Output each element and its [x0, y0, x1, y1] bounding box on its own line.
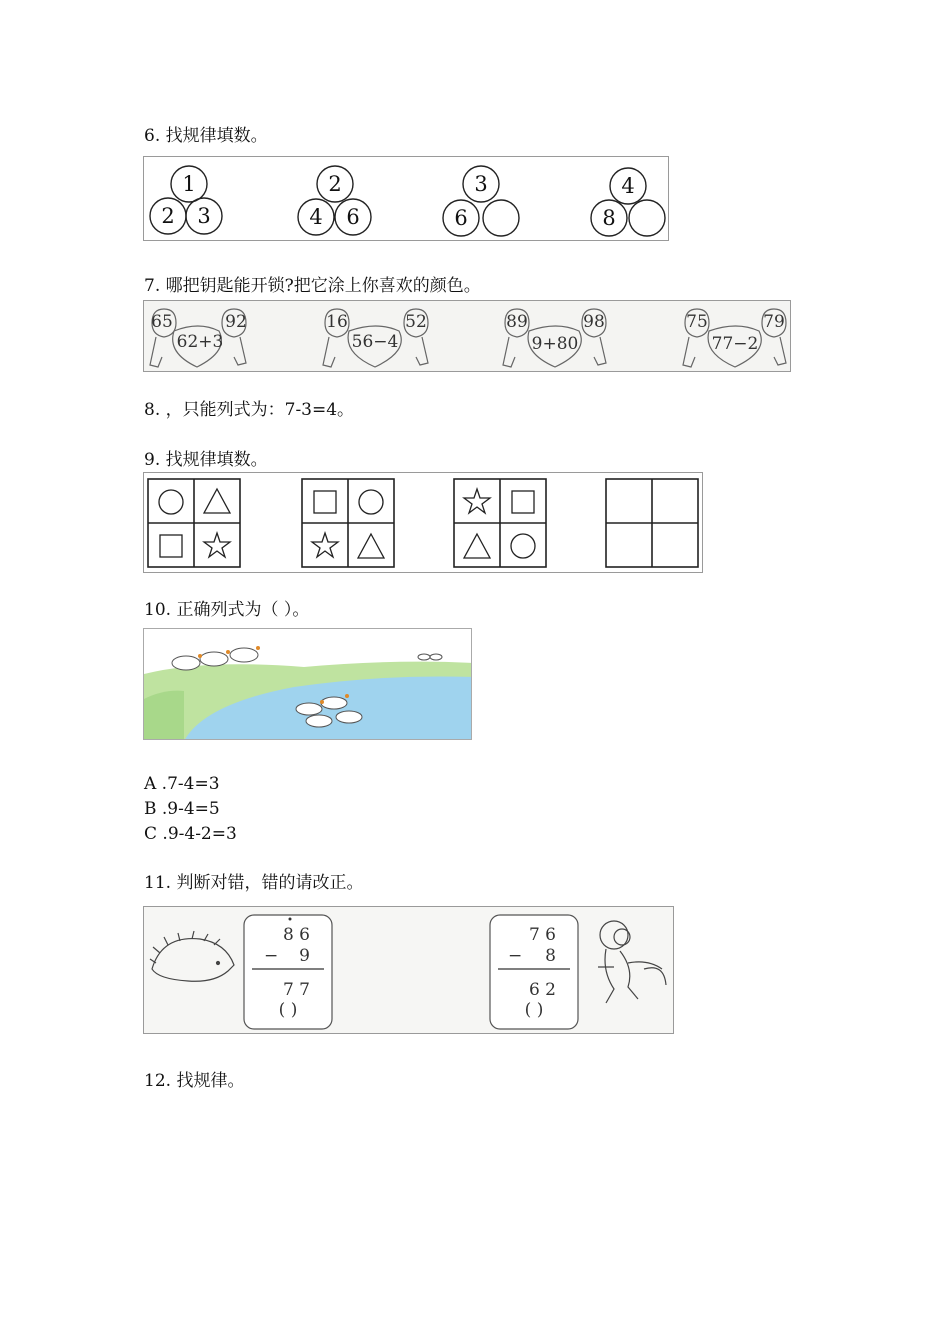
q7-text: 7. 哪把钥匙能开锁?把它涂上你喜欢的颜色。 — [144, 276, 481, 296]
q11-p1-top: 8 6 — [282, 925, 310, 945]
q9-g1-triangle — [204, 489, 230, 513]
q12-text: 12. 找规律。 — [144, 1071, 245, 1091]
q9-g2-star — [312, 533, 338, 557]
q10-pond-illustration — [143, 628, 472, 740]
q10-option-c: C .9-4-2=3 — [144, 824, 237, 844]
q6-g3-top: 3 — [474, 172, 488, 196]
q6-circle-groups — [144, 157, 669, 241]
q6-g3-left: 6 — [454, 206, 468, 230]
q7-keys-and-locks — [144, 301, 791, 372]
q6-g1-top: 1 — [182, 172, 196, 196]
q9-text: 9. 找规律填数。 — [144, 450, 268, 470]
q6-g4-top: 4 — [621, 174, 635, 198]
q7-k2-right: 52 — [405, 312, 427, 332]
hedgehog-icon — [150, 931, 234, 981]
q7-k3-right: 98 — [583, 312, 605, 332]
q7-figure — [143, 300, 791, 372]
q9-g1-star — [204, 533, 230, 557]
q10-option-a: A .7-4=3 — [144, 774, 220, 794]
q11-text: 11. 判断对错，错的请改正。 — [144, 873, 364, 893]
q11-p2-result: 6 2 — [528, 980, 556, 1000]
q7-k1-right: 92 — [225, 312, 247, 332]
q7-k3-left: 89 — [506, 312, 528, 332]
q7-k3-expr: 9+80 — [531, 334, 579, 354]
q6-g2-right: 6 — [346, 205, 360, 229]
q7-k1-left: 65 — [151, 312, 173, 332]
q11-p2-bottom: 8 — [545, 946, 556, 966]
q6-g2-top: 2 — [328, 172, 342, 196]
q11-p2-answer-paren: ( ) — [524, 1000, 544, 1020]
q9-g2-circle — [359, 490, 383, 514]
q11-p2-op: − — [508, 946, 523, 966]
monkey-icon — [598, 921, 666, 1003]
q9-shape-grids — [144, 473, 703, 573]
q10-option-b: B .9-4=5 — [144, 799, 220, 819]
q11-p2-top: 7 6 — [528, 925, 556, 945]
q6-g1-left: 2 — [161, 204, 175, 228]
q9-g1-circle — [159, 490, 183, 514]
q9-g2-square — [314, 491, 336, 513]
q7-k4-left: 75 — [686, 312, 708, 332]
q9-figure — [143, 472, 703, 573]
q9-g3-triangle — [464, 534, 490, 558]
q7-k4-right: 79 — [763, 312, 785, 332]
q6-figure — [143, 156, 669, 241]
q9-g3-square — [512, 491, 534, 513]
q11-p1-answer-paren: ( ) — [278, 1000, 298, 1020]
q7-k1-expr: 62+3 — [176, 332, 224, 352]
q7-k2-expr: 56−4 — [351, 332, 399, 352]
q9-g2-triangle — [358, 534, 384, 558]
q7-k4-expr: 77−2 — [711, 334, 759, 354]
q11-subtraction-cards — [144, 907, 674, 1034]
q11-figure — [143, 906, 674, 1034]
q6-text: 6. 找规律填数。 — [144, 126, 268, 146]
q6-g4-left: 8 — [602, 206, 616, 230]
q11-p1-op: − — [264, 946, 279, 966]
q9-g3-circle — [511, 534, 535, 558]
q10-pond-scene — [144, 629, 472, 740]
q6-g2-left: 4 — [309, 205, 323, 229]
q7-k2-left: 16 — [326, 312, 348, 332]
q10-text: 10. 正确列式为（ ）。 — [144, 600, 310, 620]
q11-p1-bottom: 9 — [299, 946, 310, 966]
q8-text: 8. ，只能列式为：7-3=4。 — [144, 400, 355, 420]
q6-g1-right: 3 — [197, 204, 211, 228]
q11-p1-result: 7 7 — [282, 980, 310, 1000]
q9-g3-star — [464, 489, 490, 513]
q9-g1-square — [160, 535, 182, 557]
